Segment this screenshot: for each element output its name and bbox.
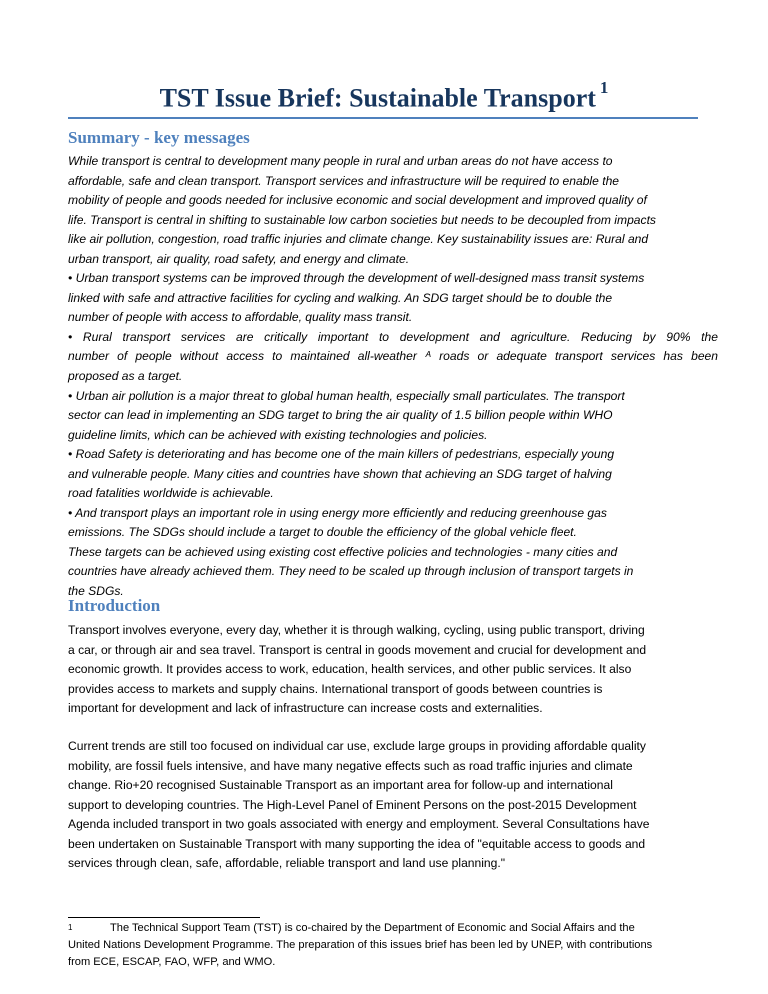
body-line: Transport involves everyone, every day, whether it is through walking, cycling, using public transport, driving bbox=[68, 623, 645, 637]
body-line: been undertaken on Sustainable Transport with many supporting the idea of "equitable access to goods and bbox=[68, 836, 646, 851]
footnote bbox=[68, 920, 708, 971]
body-line: mobility, are fossil fuels intensive, and have many negative effects such as road traffic injuries and climate bbox=[68, 758, 633, 773]
body-line: Current trends are still too focused on individual car use, exclude large groups in providing affordable quality bbox=[68, 739, 646, 753]
body-line: support to developing countries. The High-Level Panel of Eminent Persons on the post-2015 Development bbox=[68, 797, 637, 812]
footnote-separator bbox=[68, 917, 260, 918]
summary-line: linked with safe and attractive facilities for cycling and walking. An SDG target should be to double the bbox=[68, 290, 613, 305]
summary-line: number of people with access to affordable, quality mass transit. bbox=[68, 310, 413, 325]
title-footnote-marker[interactable]: 1 bbox=[599, 78, 609, 97]
summary-line: road fatalities worldwide is achievable. bbox=[68, 486, 274, 501]
title-underline-rule bbox=[68, 117, 698, 119]
summary-bullet-energy: • And transport plays an important role in using energy more efficiently and reducing greenhouse gas bbox=[68, 505, 607, 520]
summary-line: urban transport, air quality, road safety, and energy and climate. bbox=[68, 251, 410, 266]
body-line: provides access to markets and supply chains. International transport of goods between countries is bbox=[68, 681, 603, 696]
title-text: TST Issue Brief: Sustainable Transport bbox=[159, 83, 596, 113]
body-line: change. Rio+20 recognised Sustainable Transport as an important area for follow-up and international bbox=[68, 778, 613, 792]
summary-bullet-rural: • Rural transport services are critically important to development and agriculture. Reducing by 90% the bbox=[68, 329, 718, 344]
body-line: important for development and lack of infrastructure can increase costs and externalities. bbox=[68, 701, 543, 715]
summary-line: sector can lead in implementing an SDG target to bring the air quality of 1.5 billion people within WHO bbox=[68, 408, 613, 423]
summary-line: mobility of people and goods needed for inclusive economic and social development and improved quality of bbox=[68, 193, 647, 208]
body-line: services through clean, safe, affordable, reliable transport and land use planning." bbox=[68, 856, 506, 870]
summary-line: life. Transport is central in shifting to sustainable low carbon societies but needs to be decoupled from impacts bbox=[68, 212, 656, 227]
summary-line: affordable, safe and clean transport. Transport services and infrastructure will be required to enable the bbox=[68, 173, 620, 188]
introduction-heading: Introduction bbox=[68, 596, 161, 615]
summary-line: emissions. The SDGs should include a target to double the efficiency of the global vehicle fleet. bbox=[68, 525, 577, 540]
introduction-paragraph-1 bbox=[68, 621, 708, 719]
summary-line: the SDGs. bbox=[68, 584, 124, 599]
summary-bullet-air: • Urban air pollution is a major threat to global human health, especially small particulates. The transport bbox=[68, 388, 625, 403]
summary-bullet-urban: • Urban transport systems can be improved through the development of well-designed mass transit systems bbox=[68, 271, 645, 286]
footnote-line: United Nations Development Programme. The preparation of this issues brief has been led by UNEP, with contributions bbox=[68, 939, 653, 951]
summary-line: number of people without access to maintained all-weather ᴬ roads or adequate transport services has been bbox=[68, 349, 718, 364]
summary-bullet-safety: • Road Safety is deteriorating and has become one of the main killers of pedestrians, especially young bbox=[68, 447, 615, 462]
introduction-paragraph-2 bbox=[68, 737, 708, 874]
body-line: a car, or through air and sea travel. Transport is central in goods movement and crucial for development and bbox=[68, 642, 647, 657]
summary-line: countries have already achieved them. They need to be scaled up through inclusion of transport targets in bbox=[68, 564, 634, 579]
summary-line: and vulnerable people. Many cities and countries have shown that achieving an SDG target of halving bbox=[68, 466, 612, 481]
footnote-text: The Technical Support Team (TST) is co-chaired by the Department of Economic and Social Affairs and the bbox=[110, 922, 635, 934]
summary-line: While transport is central to development many people in rural and urban areas do not have access to bbox=[68, 154, 613, 168]
summary-line: proposed as a target. bbox=[68, 369, 183, 384]
summary-line: guideline limits, which can be achieved with existing technologies and policies. bbox=[68, 427, 488, 442]
summary-heading: Summary - key messages bbox=[68, 128, 250, 147]
summary-line: These targets can be achieved using existing cost effective policies and technologies - many cities and bbox=[68, 544, 618, 559]
body-line: Agenda included transport in two goals associated with energy and employment. Several Consultations have bbox=[68, 817, 650, 831]
footnote-line: from ECE, ESCAP, FAO, WFP, and WMO. bbox=[68, 956, 276, 968]
body-line: economic growth. It provides access to work, education, health services, and other public services. It also bbox=[68, 662, 632, 676]
document-title bbox=[60, 75, 708, 116]
summary-text bbox=[68, 152, 718, 602]
footnote-line bbox=[68, 920, 708, 937]
footnote-number: 1 bbox=[68, 923, 73, 932]
summary-line: like air pollution, congestion, road traffic injuries and climate change. Key sustainability issues are: Rural and bbox=[68, 232, 649, 247]
